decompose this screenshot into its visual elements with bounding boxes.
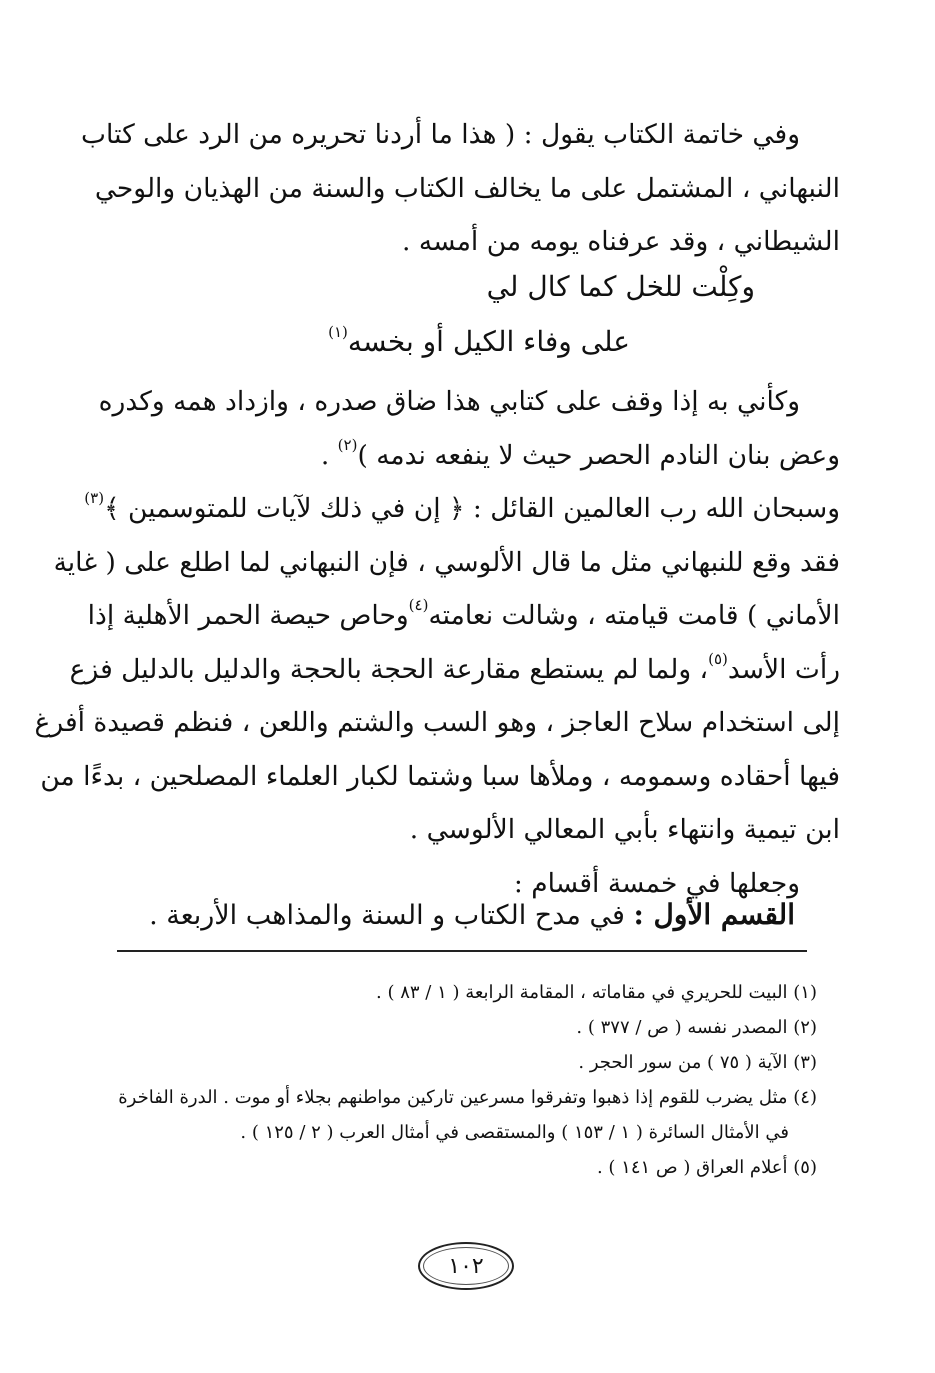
p2-line-2-text: وعض بنان النادم الحصر حيث لا ينفعه ندمه ) [357, 439, 840, 471]
footnote-3: (٣) الآية ( ٧٥ ) من سور الحجر . [578, 1052, 817, 1073]
p2-line-1: وكأني به إذا وقف على كتابي هذا ضاق صدره ، وازداد همه وكدره [98, 386, 800, 417]
verse-hemistich-1: وكِلْت للخل كما كال لي [486, 270, 755, 303]
footnote-4: (٤) مثل يضرب للقوم إذا ذهبوا وتفرقوا مسرعين تاركين مواطنهم بجلاء أو موت . الدرة الفاخرة [118, 1087, 817, 1108]
section-heading-label: القسم الأول : [633, 898, 795, 931]
verse-2-text: على وفاء الكيل أو بخسه [347, 325, 630, 358]
p1-line-3: الشيطاني ، وقد عرفناه يومه من أمسه . [402, 226, 840, 257]
p3-line-3 [87, 589, 840, 643]
section-heading-text: في مدح الكتاب و السنة والمذاهب الأربعة . [149, 900, 634, 931]
p2-line-2 [115, 429, 840, 483]
footnote-ref-1: (١) [328, 322, 348, 341]
main-text [81, 108, 840, 269]
p2-line-2-end: . [320, 439, 338, 471]
p3-line-3a: الأماني ) قامت قيامته ، وشالت نعامته [428, 600, 840, 631]
footnote-ref-2: (٢) [337, 435, 358, 454]
verse-hemistich-2 [328, 322, 630, 358]
p3-line-7: ابن تيمية وانتهاء بأبي المعالي الألوسي . [409, 814, 840, 845]
p3-line-3b: وحاص حيصة الحمر الأهلية إذا [87, 600, 409, 631]
footnote-ref-4: (٤) [408, 596, 429, 615]
p3-line-5: إلى استخدام سلاح العاجز ، وهو السب والشتم واللعن ، فنظم قصيدة أفرغ [34, 707, 840, 738]
footnotes [117, 975, 817, 1185]
footnote-5: (٥) أعلام العراق ( ص ١٤١ ) . [596, 1157, 817, 1178]
page-number-text: ١٠٢ [448, 1253, 484, 1279]
p3-line-1-text: وسبحان الله رب العالمين القائل : ﴿ إن في ذلك لآيات للمتوسمين ﴾ [104, 493, 840, 524]
footnote-1: (١) البيت للحريري في مقاماته ، المقامة الرابعة ( ١ / ٨٣ ) . [376, 982, 817, 1003]
p3-line-4a: رأت الأسد [727, 653, 840, 685]
p1-line-1: وفي خاتمة الكتاب يقول : ( هذا ما أردنا تحريره من الرد على كتاب [81, 119, 800, 150]
p3-line-6: فيها أحقاده وسمومه ، وملأها سبا وشتما لكبار العلماء المصلحين ، بدءًا من [40, 760, 840, 792]
footnote-separator [117, 950, 807, 952]
main-text-continued [34, 375, 840, 910]
p3-line-4 [69, 643, 840, 697]
p3-line-2: فقد وقع للنبهاني مثل ما قال الألوسي ، فإن النبهاني لما اطلع على ( غاية [53, 546, 840, 578]
footnote-ref-3: (٣) [84, 489, 105, 508]
p3-line-1 [84, 482, 840, 536]
p4-line-1: وجعلها في خمسة أقسام : [513, 867, 800, 899]
section-heading [149, 898, 795, 931]
page-number [418, 1242, 514, 1290]
p1-line-2: النبهاني ، المشتمل على ما يخالف الكتاب والسنة من الهذيان والوحي [94, 172, 840, 204]
footnote-4-continued: في الأمثال السائرة ( ١ / ١٥٣ ) والمستقصى في أمثال العرب ( ٢ / ١٢٥ ) . [240, 1122, 789, 1143]
footnote-ref-5: (٥) [708, 649, 728, 668]
footnote-2: (٢) المصدر نفسه ( ص / ٣٧٧ ) . [576, 1017, 817, 1038]
p3-line-4b: ، ولما لم يستطع مقارعة الحجة بالحجة والدليل بالدليل فزع [69, 653, 709, 685]
